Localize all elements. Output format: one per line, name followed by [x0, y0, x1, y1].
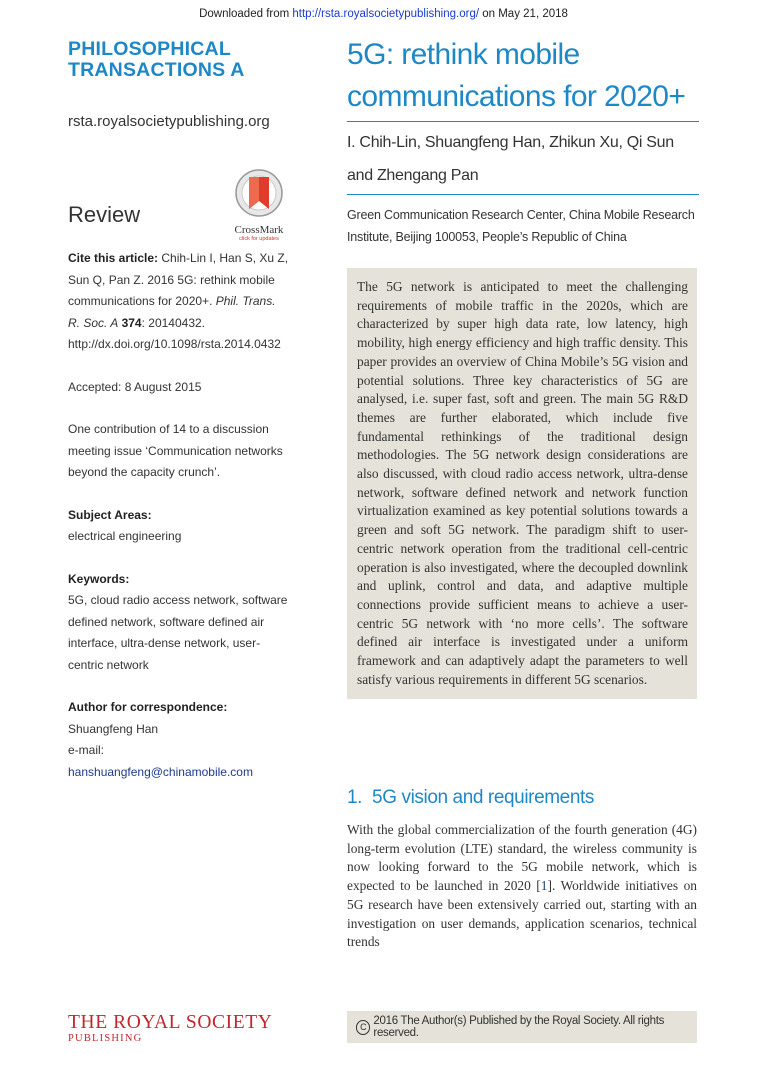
accepted-date: Accepted: 8 August 2015	[68, 379, 202, 394]
journal-name-line2: TRANSACTIONS A	[68, 59, 245, 81]
download-url-link[interactable]: http://rsta.royalsocietypublishing.org/	[292, 8, 480, 20]
keywords-label: Keywords:	[68, 571, 130, 586]
cite-doi-link[interactable]: http://dx.doi.org/10.1098/rsta.2014.0432	[68, 337, 281, 351]
publisher-sub: PUBLISHING	[68, 1033, 143, 1044]
copyright-bar	[347, 1011, 697, 1043]
reference-link[interactable]: 1	[540, 878, 548, 894]
authors-divider	[347, 194, 699, 195]
download-prefix: Downloaded from	[199, 8, 293, 20]
article-title: 5G: rethink mobile communications for 2020+	[347, 38, 686, 113]
crossmark-icon	[234, 168, 284, 218]
publisher-name: THE ROYAL SOCIETY	[68, 1012, 273, 1033]
correspondence-email: e-mail: hanshuangfeng@chinamobile.com	[68, 743, 253, 779]
crossmark-badge[interactable]	[228, 168, 290, 243]
article-affiliation: Green Communication Research Center, China Mobile Research Institute, Beijing 100053, People’s Republic of China	[347, 208, 695, 244]
cite-volume: 374	[118, 315, 142, 330]
section-heading	[347, 787, 594, 809]
correspondence-name: Shuangfeng Han	[68, 721, 159, 736]
cite-label: Cite this article:	[68, 251, 159, 265]
citation	[68, 248, 290, 356]
journal-name-line1: PHILOSOPHICAL	[68, 38, 231, 60]
journal-url[interactable]: rsta.royalsocietypublishing.org	[68, 113, 270, 130]
section-number: 1.	[347, 787, 363, 808]
body-paragraph: With the global commercialization of the fourth generation (4G) long-term evolution (LTE) standard, the wireless community is now looking forward to the 5G mobile network, which is expected to be launched in 2020 [1]. Worldwide initiatives on 5G research have been extensively carried out, starting with an investigation on user demands, application scenarios, technical trends	[347, 822, 697, 950]
section-title: 5G vision and requirements	[372, 787, 594, 808]
journal-name	[68, 39, 298, 81]
copyright-text: 2016 The Author(s) Published by the Royal Society. All rights reserved.	[373, 1015, 665, 1039]
download-suffix: on May 21, 2018	[479, 8, 568, 20]
contribution-note: One contribution of 14 to a discussion meeting issue ‘Communication networks beyond the capacity crunch’.	[68, 422, 283, 479]
cite-journal: Phil. Trans. R. Soc. A	[68, 294, 276, 330]
article-authors: I. Chih-Lin, Shuangfeng Han, Zhikun Xu, Qi Sun and Zhengang Pan	[347, 134, 674, 184]
article-sidebar	[68, 248, 290, 783]
publisher-logo	[68, 1013, 308, 1045]
correspondence-label: Author for correspondence:	[68, 700, 228, 714]
subject-value: electrical engineering	[68, 529, 182, 543]
abstract-box: The 5G network is anticipated to meet the challenging requirements of mobile traffic in the 2020s, which are characterized by super high data rate, low latency, high mobility, high energy efficiency and high traffic density. This paper provides an overview of China Mobile’s 5G vision and potential solutions. Three key characteristics of 5G are analysed, i.e. super fast, soft and green. The main 5G R&D themes are further elaborated, which include five fundamental rethinkings of the traditional design methodologies. The 5G network design considerations are also discussed, with cloud radio access network, ultra-dense network, software defined network and network function virtualization examined as key potential solutions towards a green and soft 5G network. The paradigm shift to user-centric network operation from the traditional cell-centric operation is also investigated, where the decoupled downlink and uplink, control and data, and adaptive multiple connections provide sufficient means to achieve a user-centric 5G network with ‘no more cells’. The software defined air interface is investigated under a uniform framework and can adaptively adapt the parameters to well satisfy various requirements in different 5G scenarios.	[347, 268, 697, 699]
download-notice	[0, 8, 767, 20]
cite-article: : 20140432.	[141, 315, 206, 330]
crossmark-sub: click for updates	[239, 236, 279, 242]
crossmark-label: CrossMark	[234, 224, 284, 236]
title-divider	[347, 121, 699, 122]
copyright-icon: C	[356, 1020, 370, 1035]
cite-text: Chih-Lin I, Han S, Xu Z, Sun Q, Pan Z. 2016 5G: rethink mobile communications for 2020+.	[68, 251, 289, 308]
article-type: Review	[68, 202, 141, 227]
subject-label: Subject Areas:	[68, 507, 152, 522]
email-link[interactable]: hanshuangfeng@chinamobile.com	[68, 764, 253, 779]
keywords-value: 5G, cloud radio access network, software defined network, software defined air interface, ultra-dense network, user-centric network	[68, 593, 288, 672]
